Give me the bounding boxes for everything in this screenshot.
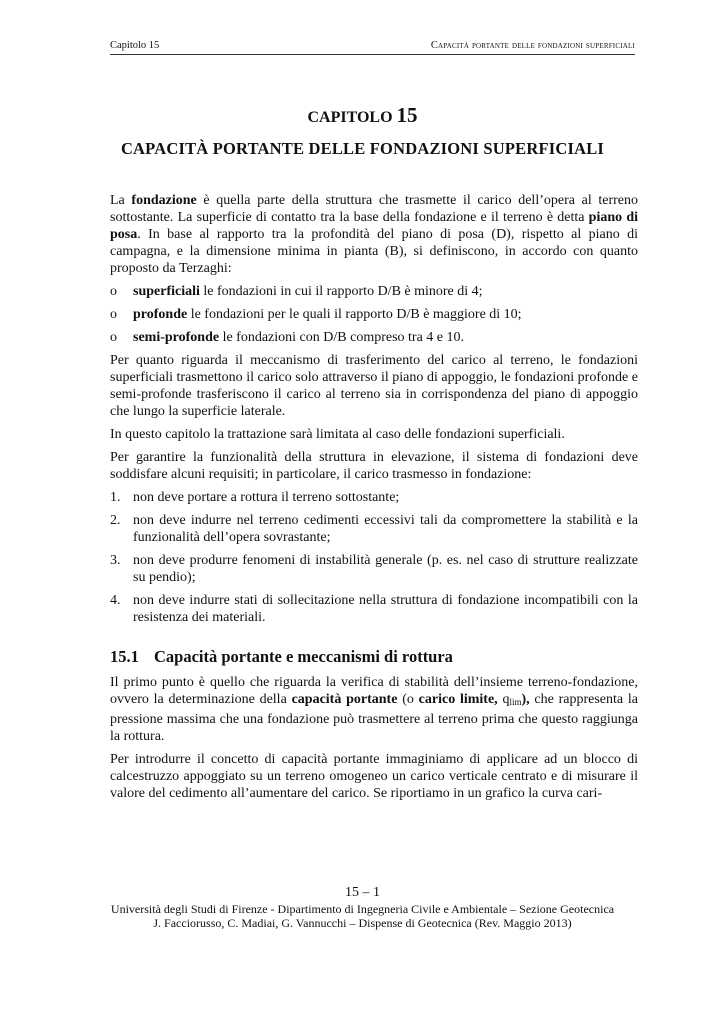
footer-institution: Università degli Studi di Firenze - Dipartimento di Ingegneria Civile e Ambientale – Sezione Geotecnica — [110, 902, 615, 916]
item-number: 1. — [110, 490, 121, 505]
text: ), — [521, 692, 530, 707]
page-footer — [0, 886, 725, 930]
list-item — [110, 489, 638, 506]
list-item — [110, 306, 638, 323]
chapter-label — [0, 103, 725, 128]
item-text: non deve indurre stati di sollecitazione nella struttura di fondazione incompatibili con la resistenza dei materiali. — [133, 593, 638, 625]
paragraph-experiment: Per introdurre il concetto di capacità portante immaginiamo di applicare ad un blocco di calcestruzzo appoggiato su un terreno omogeneo un carico verticale centrato e di misurare il valore del cedimento all’aumentare del carico. Se riportiamo in un grafico la curva cari- — [110, 752, 638, 801]
bullet-marker: o — [110, 307, 117, 322]
header-chapter: Capitolo 15 — [110, 40, 160, 51]
bullet-marker: o — [110, 330, 117, 345]
bullet-text: le fondazioni con D/B compreso tra 4 e 10. — [219, 330, 465, 345]
term-carico-limite: carico limite, — [418, 692, 498, 707]
section-title: Capacità portante e meccanismi di rottura — [154, 647, 453, 666]
bullet-text: le fondazioni in cui il rapporto D/B è minore di 4; — [199, 284, 483, 299]
section-heading — [110, 648, 638, 665]
chapter-title: CAPACITÀ PORTANTE DELLE FONDAZIONI SUPERFICIALI — [120, 139, 605, 158]
text: è quella parte della struttura che trasmette il carico dell’opera al terreno sottostante. La superficie di contatto tra la base della fondazione e il terreno è detta — [110, 193, 639, 225]
chapter-number: 15 — [396, 103, 418, 127]
text: . In base al rapporto tra la profondità del piano di posa (D), rispetto al piano di campagna, e la dimensione minima in pianta (B), si definiscono, in accordo con quanto proposto da Terzaghi: — [110, 227, 638, 276]
list-item — [110, 552, 638, 586]
page-number: 15 – 1 — [345, 885, 380, 900]
list-item — [110, 592, 638, 626]
paragraph-transfer: Per quanto riguarda il meccanismo di trasferimento del carico al terreno, le fondazioni superficiali trasmettono il carico solo attraverso il piano di appoggio, le fondazioni profonde e semi-profonde trasferiscono il carico al terreno sia in corrispondenza del piano di appoggio che lungo la superficie laterale. — [110, 353, 638, 419]
bullet-term: semi-profonde — [133, 330, 220, 345]
header-title: Capacità portante delle fondazioni superficiali — [430, 40, 635, 51]
list-item — [110, 329, 638, 346]
item-number: 3. — [110, 553, 121, 568]
page-header — [110, 40, 635, 55]
item-text: non deve indurre nel terreno cedimenti eccessivi tali da compromettere la stabilità e la funzionalità dell’opera sovrastante; — [133, 513, 638, 545]
text: (o — [397, 692, 419, 707]
chapter-word: CAPITOLO — [307, 109, 393, 126]
section-number: 15.1 — [110, 647, 139, 666]
item-text: non deve portare a rottura il terreno sottostante; — [133, 490, 400, 505]
paragraph-requirements: Per garantire la funzionalità della struttura in elevazione, il sistema di fondazioni deve soddisfare alcuni requisiti; in particolare, il carico trasmesso in fondazione: — [110, 450, 638, 482]
bullet-text: le fondazioni per le quali il rapporto D/B è maggiore di 10; — [187, 307, 522, 322]
bullet-marker: o — [110, 284, 117, 299]
subscript-lim: lim — [509, 697, 522, 707]
term-fondazione: fondazione — [131, 193, 197, 208]
text: che rappresenta la pressione massima che una fondazione può trasmettere al terreno prima che questo raggiunga la rottura. — [110, 692, 639, 744]
text: La — [110, 193, 132, 208]
item-number: 2. — [110, 513, 121, 528]
term-capacita-portante: capacità portante — [291, 692, 398, 707]
term-piano-di-posa: piano di posa — [110, 210, 639, 242]
item-number: 4. — [110, 593, 121, 608]
text: q — [497, 692, 510, 707]
body-text — [110, 192, 638, 808]
paragraph-scope: In questo capitolo la trattazione sarà limitata al caso delle fondazioni superficiali. — [110, 427, 565, 442]
footer-authors: J. Facciorusso, C. Madiai, G. Vannucchi – Dispense di Geotecnica (Rev. Maggio 2013) — [153, 916, 572, 930]
paragraph-capacity — [110, 674, 638, 745]
list-item — [110, 283, 638, 300]
paragraph-intro — [110, 192, 638, 277]
bullet-term: superficiali — [133, 284, 200, 299]
text: Il primo punto è quello che riguarda la verifica di stabilità dell’insieme terreno-fondazione, ovvero la determinazione della — [110, 675, 638, 707]
bullet-term: profonde — [133, 307, 188, 322]
list-item — [110, 512, 638, 546]
item-text: non deve produrre fenomeni di instabilità generale (p. es. nel caso di strutture realizzate su pendio); — [133, 553, 638, 585]
